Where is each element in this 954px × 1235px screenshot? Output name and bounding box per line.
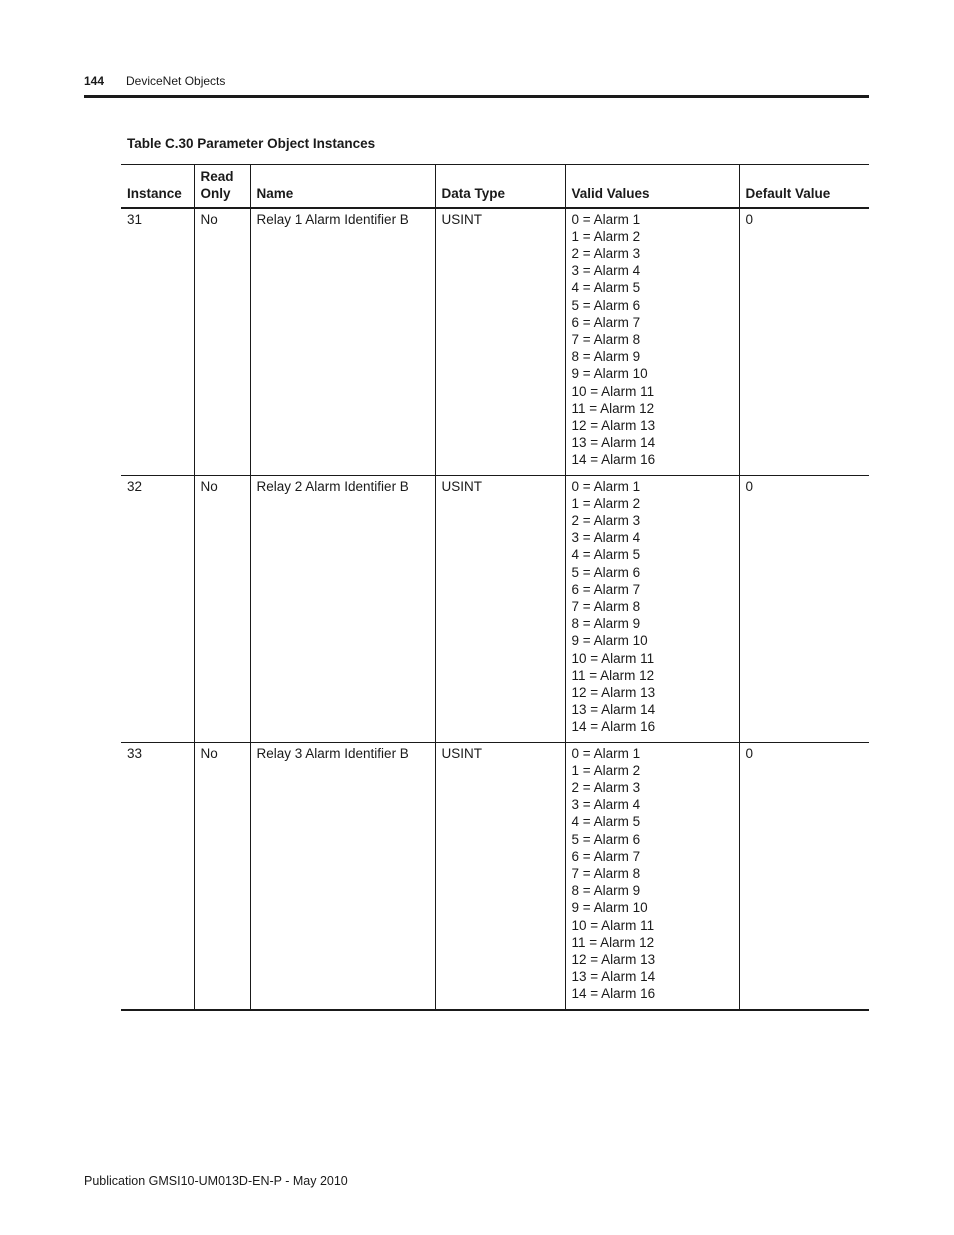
valid-value: 13 = Alarm 14: [571, 969, 656, 985]
valid-value: 12 = Alarm 13: [571, 952, 656, 968]
valid-value: 1 = Alarm 2: [571, 762, 641, 778]
table-row: [121, 475, 869, 742]
valid-value: 9 = Alarm 10: [571, 900, 648, 916]
cell-read-only: No: [194, 742, 250, 1010]
valid-value: 7 = Alarm 8: [571, 331, 641, 347]
valid-value: 5 = Alarm 6: [571, 831, 641, 847]
valid-value: 7 = Alarm 8: [571, 598, 641, 614]
cell-read-only: No: [194, 208, 250, 476]
valid-value: 1 = Alarm 2: [571, 495, 641, 511]
valid-value: 10 = Alarm 11: [571, 917, 655, 933]
cell-instance: 33: [121, 742, 194, 1010]
table-row: [121, 208, 869, 476]
valid-value: 12 = Alarm 13: [571, 684, 656, 700]
cell-valid-values: [565, 208, 739, 476]
valid-value: 0 = Alarm 1: [571, 745, 641, 761]
cell-name: Relay 2 Alarm Identifier B: [250, 475, 435, 742]
valid-value: 14 = Alarm 16: [571, 719, 656, 735]
valid-value: 11 = Alarm 12: [571, 400, 655, 416]
header-rule: [84, 95, 869, 98]
valid-value: 13 = Alarm 14: [571, 435, 656, 451]
cell-valid-values: [565, 742, 739, 1010]
valid-value: 11 = Alarm 12: [571, 934, 655, 950]
cell-read-only: No: [194, 475, 250, 742]
column-header-name: Name: [250, 165, 435, 208]
cell-data-type: USINT: [435, 208, 565, 476]
section-title: DeviceNet Objects: [126, 74, 226, 88]
page-number: 144: [84, 74, 105, 88]
valid-value: 9 = Alarm 10: [571, 633, 648, 649]
cell-name: Relay 3 Alarm Identifier B: [250, 742, 435, 1010]
cell-instance: 31: [121, 208, 194, 476]
column-header-data-type: Data Type: [435, 165, 565, 208]
table-caption: Table C.30 Parameter Object Instances: [127, 136, 376, 151]
cell-name: Relay 1 Alarm Identifier B: [250, 208, 435, 476]
valid-value: 3 = Alarm 4: [571, 797, 641, 813]
page-header: [84, 72, 869, 92]
valid-value: 4 = Alarm 5: [571, 547, 641, 563]
column-header-read-only: [194, 165, 250, 208]
valid-value: 8 = Alarm 9: [571, 616, 641, 632]
column-header-default-value: Default Value: [739, 165, 869, 208]
valid-value: 1 = Alarm 2: [571, 228, 641, 244]
valid-value: 10 = Alarm 11: [571, 383, 655, 399]
valid-value: 3 = Alarm 4: [571, 530, 641, 546]
valid-value: 9 = Alarm 10: [571, 366, 648, 382]
valid-value: 2 = Alarm 3: [571, 780, 641, 795]
cell-default-value: 0: [739, 475, 869, 742]
valid-value: 8 = Alarm 9: [571, 349, 641, 365]
valid-value: 6 = Alarm 7: [571, 848, 641, 864]
valid-value: 4 = Alarm 5: [571, 280, 641, 296]
valid-value: 11 = Alarm 12: [571, 667, 655, 683]
table-header-row: [121, 165, 869, 208]
valid-value: 6 = Alarm 7: [571, 314, 641, 330]
cell-valid-values: [565, 475, 739, 742]
valid-value: 0 = Alarm 1: [571, 478, 641, 494]
valid-value: 2 = Alarm 3: [571, 245, 641, 261]
cell-data-type: USINT: [435, 475, 565, 742]
publication-footer: Publication GMSI10-UM013D-EN-P - May 2010: [84, 1174, 348, 1188]
valid-value: 10 = Alarm 11: [571, 650, 655, 666]
valid-value: 14 = Alarm 16: [571, 452, 656, 468]
table-row: [121, 742, 869, 1010]
cell-default-value: 0: [739, 208, 869, 476]
cell-default-value: 0: [739, 742, 869, 1010]
valid-value: 8 = Alarm 9: [571, 883, 641, 899]
read-only-line-1: Read: [200, 168, 234, 184]
valid-value: 13 = Alarm 14: [571, 702, 656, 718]
valid-value: 12 = Alarm 13: [571, 417, 656, 433]
valid-value: 5 = Alarm 6: [571, 297, 641, 313]
valid-value: 7 = Alarm 8: [571, 866, 641, 882]
cell-instance: 32: [121, 475, 194, 742]
read-only-line-2: Only: [200, 185, 231, 201]
valid-value: 3 = Alarm 4: [571, 263, 641, 279]
valid-value: 4 = Alarm 5: [571, 814, 641, 830]
valid-value: 5 = Alarm 6: [571, 564, 641, 580]
valid-value: 0 = Alarm 1: [571, 211, 641, 227]
parameter-object-instances-table: [121, 164, 869, 1011]
valid-value: 2 = Alarm 3: [571, 512, 641, 528]
cell-data-type: USINT: [435, 742, 565, 1010]
valid-value: 14 = Alarm 16: [571, 986, 656, 1002]
valid-value: 6 = Alarm 7: [571, 581, 641, 597]
column-header-instance: Instance: [121, 165, 194, 208]
column-header-valid-values: Valid Values: [565, 165, 739, 208]
